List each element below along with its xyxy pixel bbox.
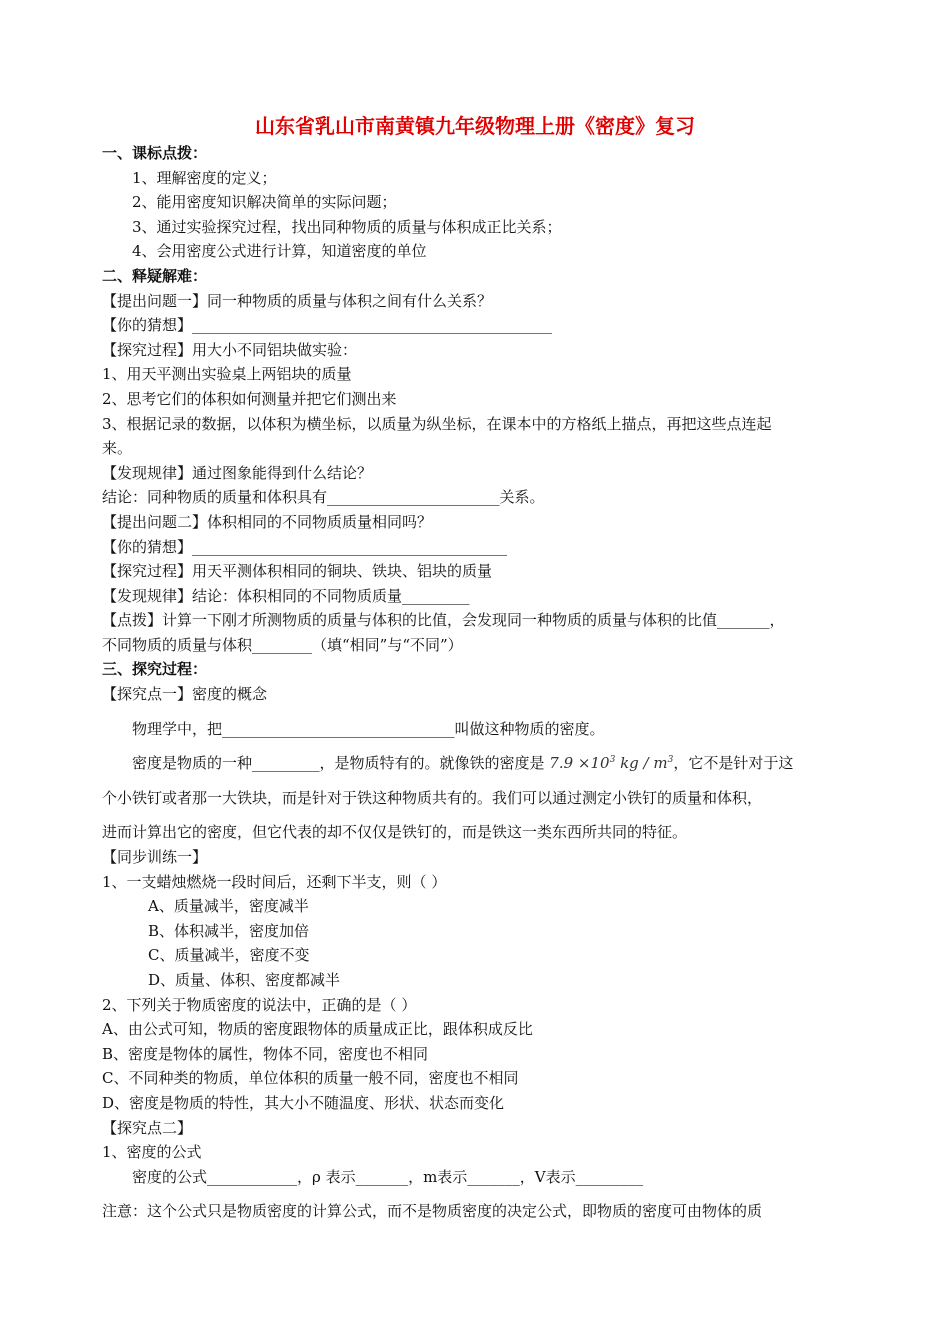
formula-base: 7.9 ×10: [549, 754, 610, 773]
exercise-option: B、体积减半，密度加倍: [148, 921, 310, 940]
section-heading-3: 三、探究过程：: [102, 660, 208, 679]
formula-title: 1、密度的公式: [102, 1143, 202, 1162]
exercise-option: A、质量减半，密度减半: [148, 897, 309, 916]
hint-line: 【点拨】计算一下刚才所测物质的质量与体积的比值，会发现同一种物质的质量与体积的比值_______，: [102, 611, 785, 630]
guess-two: 【你的猜想】__________________________________________: [102, 537, 508, 556]
exercise-question: 1、一支蜡烛燃烧一段时间后，还剩下半支，则（ ）: [102, 872, 447, 891]
process-step: 1、用天平测出实验桌上两铝块的质量: [102, 365, 352, 384]
section-heading-1: 一、课标点拨：: [102, 144, 208, 162]
conclusion-one: 结论：同种物质的质量和体积具有_______________________关系。: [102, 488, 545, 507]
formula-unit: kg / m: [620, 754, 668, 773]
density-paragraph-text: ，它不是针对于这: [673, 754, 794, 773]
process-one: 【探究过程】用大小不同铝块做实验：: [102, 340, 358, 359]
rule-two: 【发现规律】结论：体积相同的不同物质质量_________: [102, 586, 470, 605]
iron-density-formula: [549, 754, 673, 772]
objective-item: 1、理解密度的定义；: [132, 168, 277, 187]
exercise-option: A、由公式可知，物质的密度跟物体的质量成正比，跟体积成反比: [102, 1020, 533, 1039]
density-paragraph-text: 密度是物质的一种_________，是物质特有的。就像铁的密度是: [132, 754, 545, 773]
explore-point-one: 【探究点一】密度的概念: [102, 685, 268, 704]
process-two: 【探究过程】用天平测体积相同的铜块、铁块、铝块的质量: [102, 562, 493, 581]
question-two: 【提出问题二】体积相同的不同物质质量相同吗？: [102, 512, 433, 531]
objective-item: 3、通过实验探究过程，找出同种物质的质量与体积成正比关系；: [132, 217, 562, 236]
formula-exponent: 3: [609, 755, 616, 766]
formula-fill-line: 密度的公式____________，ρ 表示_______，m表示_______，V表示_________: [132, 1167, 644, 1186]
exercise-option: C、不同种类的物质，单位体积的质量一般不同，密度也不相同: [102, 1069, 519, 1088]
objective-item: 2、能用密度知识解决简单的实际问题；: [132, 193, 397, 212]
density-definition: 物理学中，把_______________________________叫做这种物质的密度。: [132, 719, 605, 738]
process-step: 2、思考它们的体积如何测量并把它们测出来: [102, 389, 397, 408]
density-paragraph: [102, 751, 852, 776]
exercise-question: 2、下列关于物质密度的说法中，正确的是（ ）: [102, 995, 417, 1014]
document-body: [102, 141, 852, 1224]
density-paragraph-line: 进而计算出它的密度，但它代表的却不仅仅是铁钉的，而是铁这一类东西所共同的特征。: [102, 823, 688, 842]
formula-note: 注意：这个公式只是物质密度的计算公式，而不是物质密度的决定公式，即物质的密度可由物体的质: [102, 1202, 763, 1221]
guess-one: 【你的猜想】________________________________________________: [102, 316, 553, 335]
question-one: 【提出问题一】同一种物质的质量与体积之间有什么关系？: [102, 291, 493, 310]
process-step-continued: 来。: [102, 439, 133, 458]
exercise-option: D、密度是物质的特性，其大小不随温度、形状、状态而变化: [102, 1093, 505, 1112]
exercise-option: B、密度是物体的属性，物体不同，密度也不相同: [102, 1044, 429, 1063]
section-heading-2: 二、释疑解难：: [102, 266, 208, 285]
process-step: 3、根据记录的数据，以体积为横坐标，以质量为纵坐标，在课本中的方格纸上描点，再把这些点连起: [102, 414, 772, 433]
exercise-option: D、质量、体积、密度都减半: [148, 971, 341, 989]
hint-line: 不同物质的质量与体积________（填“相同”与“不同”）: [102, 635, 463, 654]
rule-one: 【发现规律】通过图象能得到什么结论？: [102, 463, 373, 482]
formula-unit-exponent: 3: [667, 755, 674, 766]
page-title: 山东省乳山市南黄镇九年级物理上册《密度》复习: [255, 114, 695, 138]
objective-item: 4、会用密度公式进行计算，知道密度的单位: [132, 242, 427, 261]
density-paragraph-line: 个小铁钉或者那一大铁块，而是针对于铁这种物质共有的。我们可以通过测定小铁钉的质量和体积，: [102, 788, 763, 807]
exercise-option: C、质量减半，密度不变: [148, 946, 310, 965]
explore-point-two: 【探究点二】: [102, 1118, 193, 1137]
sync-training-one: 【同步训练一】: [102, 848, 208, 867]
